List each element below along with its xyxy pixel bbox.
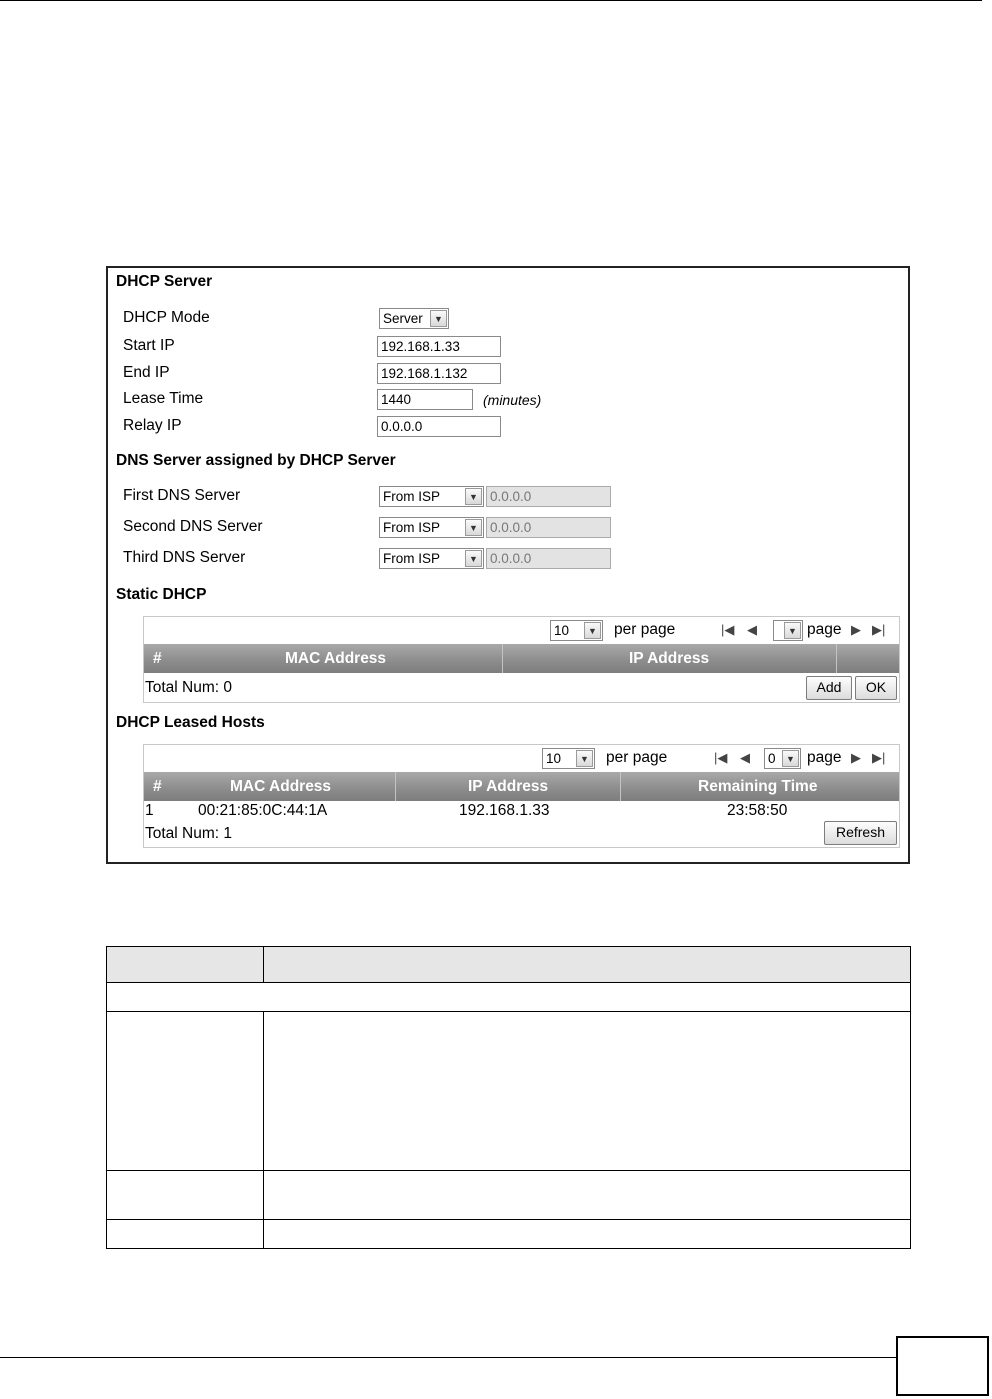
third-dns-ip-input[interactable]: 0.0.0.0 xyxy=(486,548,611,569)
prev-page-icon[interactable]: ◀ xyxy=(747,622,757,637)
first-dns-mode-value: From ISP xyxy=(383,489,441,504)
leased-table-header xyxy=(144,772,899,801)
column-header-number: # xyxy=(153,650,162,667)
dns-heading: DNS Server assigned by DHCP Server xyxy=(116,452,396,469)
row-divider xyxy=(107,1011,910,1012)
static-page-label: page xyxy=(807,621,842,638)
chevron-down-icon: ▼ xyxy=(784,622,801,639)
chevron-down-icon: ▼ xyxy=(465,550,482,567)
first-page-icon[interactable]: |◀ xyxy=(714,750,728,765)
end-ip-input[interactable]: 192.168.1.132 xyxy=(377,363,501,384)
chevron-down-icon: ▼ xyxy=(465,519,482,536)
leased-hosts-heading: DHCP Leased Hosts xyxy=(116,714,265,731)
leased-per-page-label: per page xyxy=(606,749,668,766)
static-total-count: Total Num: 0 xyxy=(145,679,233,696)
next-page-icon[interactable]: ▶ xyxy=(851,750,861,765)
second-dns-label: Second DNS Server xyxy=(123,518,263,535)
third-dns-label: Third DNS Server xyxy=(123,549,246,566)
column-header-ip: IP Address xyxy=(629,650,710,667)
column-divider xyxy=(502,644,503,673)
dhcp-mode-value: Server xyxy=(383,311,423,326)
leased-row-ip: 192.168.1.33 xyxy=(459,802,550,819)
chevron-down-icon: ▼ xyxy=(576,750,593,767)
relay-ip-input[interactable]: 0.0.0.0 xyxy=(377,416,501,437)
prev-page-icon[interactable]: ◀ xyxy=(740,750,750,765)
end-ip-label: End IP xyxy=(123,364,170,381)
static-page-select[interactable] xyxy=(773,620,803,641)
last-page-icon[interactable]: ▶| xyxy=(872,622,886,637)
start-ip-label: Start IP xyxy=(123,337,175,354)
static-dhcp-heading: Static DHCP xyxy=(116,586,207,603)
first-dns-ip-input[interactable]: 0.0.0.0 xyxy=(486,486,611,507)
column-divider xyxy=(263,1011,264,1249)
leased-per-page-value: 10 xyxy=(546,751,562,766)
column-header-number: # xyxy=(153,778,162,795)
relay-ip-label: Relay IP xyxy=(123,417,182,434)
last-page-icon[interactable]: ▶| xyxy=(872,750,886,765)
add-button[interactable]: Add xyxy=(806,676,852,700)
footer-rule xyxy=(0,1357,896,1358)
description-table-header xyxy=(107,947,910,982)
dhcp-server-heading: DHCP Server xyxy=(116,273,213,290)
column-divider xyxy=(836,644,837,673)
second-dns-ip-input[interactable]: 0.0.0.0 xyxy=(486,517,611,538)
static-per-page-value: 10 xyxy=(554,623,570,638)
leased-per-page-select[interactable] xyxy=(542,748,595,769)
static-table-header xyxy=(144,644,899,673)
leased-row-remaining-time: 23:58:50 xyxy=(727,802,788,819)
column-header-remaining-time: Remaining Time xyxy=(698,778,818,795)
chevron-down-icon: ▼ xyxy=(465,488,482,505)
lease-time-label: Lease Time xyxy=(123,390,204,407)
static-per-page-select[interactable] xyxy=(550,620,603,641)
second-dns-mode-select[interactable] xyxy=(379,517,484,538)
dhcp-mode-label: DHCP Mode xyxy=(123,309,210,326)
column-header-mac: MAC Address xyxy=(285,650,387,667)
leased-page-label: page xyxy=(807,749,842,766)
column-header-ip: IP Address xyxy=(468,778,549,795)
first-page-icon[interactable]: |◀ xyxy=(721,622,735,637)
header-rule xyxy=(0,0,982,1)
second-dns-mode-value: From ISP xyxy=(383,520,441,535)
column-divider xyxy=(263,947,264,982)
description-table xyxy=(106,946,911,1249)
chevron-down-icon: ▼ xyxy=(430,310,447,327)
leased-total-count: Total Num: 1 xyxy=(145,825,233,842)
row-divider xyxy=(107,1219,910,1220)
ok-button[interactable]: OK xyxy=(855,676,897,700)
static-per-page-label: per page xyxy=(614,621,676,638)
page-number-box xyxy=(896,1336,989,1396)
chevron-down-icon: ▼ xyxy=(584,622,601,639)
dhcp-mode-select[interactable] xyxy=(379,308,449,329)
third-dns-mode-value: From ISP xyxy=(383,551,441,566)
next-page-icon[interactable]: ▶ xyxy=(851,622,861,637)
lease-time-input[interactable]: 1440 xyxy=(377,389,473,410)
leased-page-value: 0 xyxy=(768,751,776,766)
refresh-button[interactable]: Refresh xyxy=(824,821,897,845)
third-dns-mode-select[interactable] xyxy=(379,548,484,569)
leased-page-select[interactable] xyxy=(764,748,801,769)
first-dns-mode-select[interactable] xyxy=(379,486,484,507)
row-divider xyxy=(107,982,910,983)
start-ip-input[interactable]: 192.168.1.33 xyxy=(377,336,501,357)
first-dns-label: First DNS Server xyxy=(123,487,241,504)
column-divider xyxy=(395,772,396,801)
row-divider xyxy=(107,1170,910,1171)
chevron-down-icon: ▼ xyxy=(782,750,799,767)
leased-row-number: 1 xyxy=(145,802,154,819)
column-divider xyxy=(620,772,621,801)
lease-time-unit: (minutes) xyxy=(483,392,542,408)
column-header-mac: MAC Address xyxy=(230,778,332,795)
leased-row-mac: 00:21:85:0C:44:1A xyxy=(198,802,328,819)
